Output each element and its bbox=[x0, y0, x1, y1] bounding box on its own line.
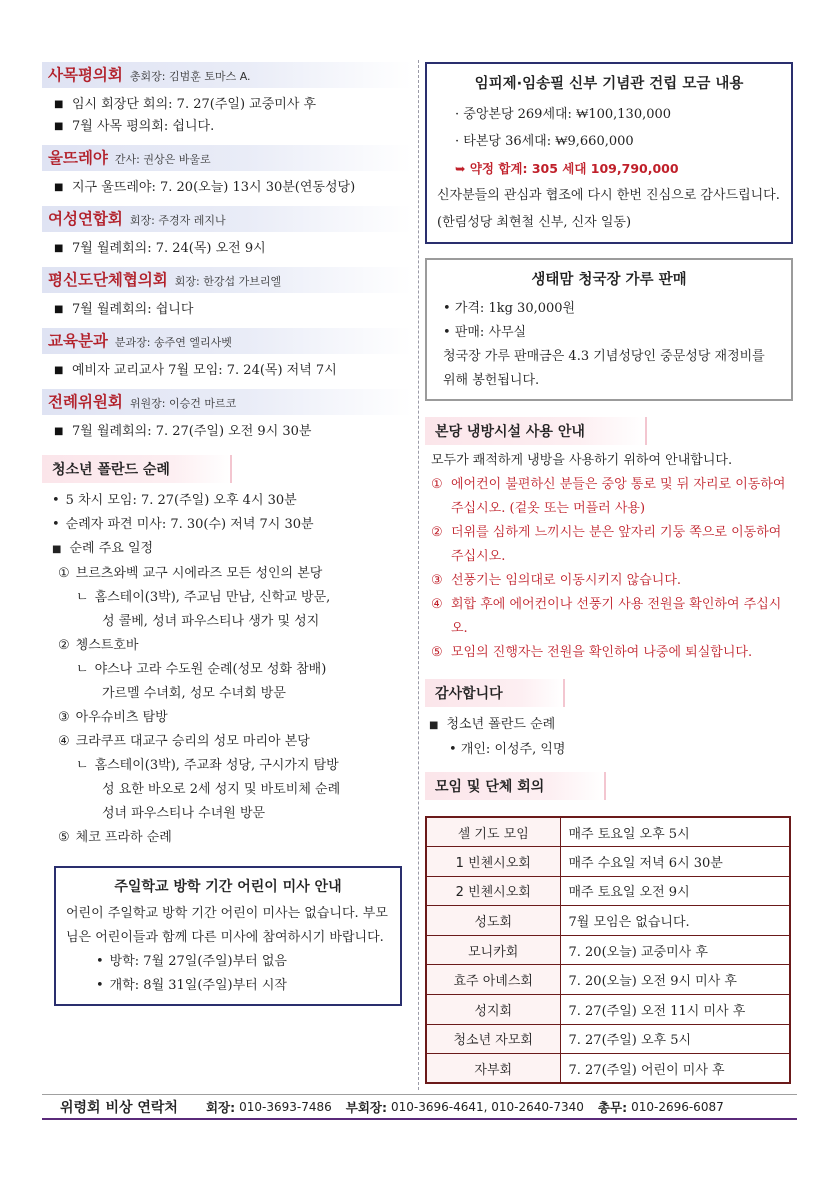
table-row bbox=[426, 995, 790, 1025]
ac-guidelines bbox=[425, 473, 793, 665]
meeting-time: 7. 20(오늘) 오전 9시 미사 후 bbox=[560, 965, 790, 995]
list-item: • 5 차시 모임: 7. 27(주일) 오후 4시 30분 bbox=[52, 489, 412, 513]
list-item: ■ 7월 월례회의: 7. 27(주일) 오전 9시 30분 bbox=[54, 421, 412, 443]
table-row bbox=[426, 965, 790, 995]
meeting-time: 7월 모임은 없습니다. bbox=[560, 906, 790, 936]
right-column bbox=[425, 62, 793, 1084]
section-liturgy bbox=[42, 389, 412, 443]
section-subtitle: 총회장: 김범훈 토마스 A. bbox=[129, 70, 251, 83]
section-header bbox=[42, 206, 412, 232]
section-womens-association bbox=[42, 206, 412, 260]
item-number: ③ bbox=[431, 573, 443, 588]
box-title: 임피제·임송필 신부 기념관 건립 모금 내용 bbox=[474, 76, 744, 92]
section-header bbox=[42, 455, 232, 483]
section-title: 청소년 폴란드 순례 bbox=[52, 462, 170, 478]
item-text: 모임의 진행자는 전원을 확인하여 나중에 퇴실합니다. bbox=[451, 645, 753, 660]
step-number: ④ bbox=[58, 734, 70, 749]
footer-label: 회장: bbox=[205, 1099, 236, 1115]
footer-title: 위령회 비상 연락처 bbox=[60, 1099, 178, 1116]
meeting-name: 1 빈첸시오회 bbox=[426, 847, 560, 877]
sale-line: • 판매: 사무실 bbox=[437, 321, 781, 345]
item-number: ⑤ bbox=[431, 645, 443, 660]
section-pilgrimage bbox=[42, 455, 412, 850]
section-header bbox=[42, 145, 412, 171]
vice-president-phone: 010-3696-4641, 010-2640-7340 bbox=[391, 1099, 584, 1114]
meeting-name: 자부회 bbox=[426, 1054, 560, 1084]
step-detail-text: 홈스테이(3박), 주교님 만남, 신학교 방문, bbox=[94, 590, 331, 605]
section-education bbox=[42, 328, 412, 382]
list-item bbox=[431, 473, 793, 521]
list-item: ■ 지구 울뜨레야: 7. 20(오늘) 13시 30분(연동성당) bbox=[54, 177, 412, 199]
meeting-time: 7. 27(주일) 오전 11시 미사 후 bbox=[560, 995, 790, 1025]
section-subtitle: 회장: 한강섭 가브리엘 bbox=[174, 275, 282, 288]
footer-label: 총무: bbox=[597, 1099, 628, 1115]
section-items bbox=[42, 171, 412, 199]
section-items bbox=[42, 354, 412, 382]
section-pastoral-council bbox=[42, 62, 412, 138]
item-number: ② bbox=[431, 525, 443, 540]
table-row bbox=[426, 906, 790, 936]
list-item: ■ 7월 월례회의: 7. 24(목) 오전 9시 bbox=[54, 238, 412, 260]
table-row bbox=[426, 935, 790, 965]
footer-label: 부회장: bbox=[345, 1099, 387, 1115]
section-subtitle: 분과장: 송주연 엘리사벳 bbox=[114, 336, 232, 349]
section-air-conditioning bbox=[425, 417, 793, 665]
step-detail-text: 성녀 파우스티나 수녀원 방문 bbox=[102, 806, 266, 821]
section-header bbox=[425, 679, 565, 707]
meeting-name: 청소년 자모회 bbox=[426, 1024, 560, 1054]
list-item: • 개학: 8월 31일(주일)부터 시작 bbox=[96, 974, 390, 998]
section-title: 여성연합회 bbox=[48, 210, 123, 228]
child-mass-notice-box bbox=[54, 866, 402, 1006]
list-item bbox=[431, 569, 793, 593]
section-title: 모임 및 단체 회의 bbox=[435, 779, 545, 795]
president-phone: 010-3693-7486 bbox=[239, 1099, 332, 1114]
schedule-step bbox=[52, 562, 412, 586]
section-title: 본당 냉방시설 사용 안내 bbox=[435, 424, 585, 440]
list-item: • 방학: 7월 27일(주일)부터 없음 bbox=[96, 950, 390, 974]
box-title: 주일학교 방학 기간 어린이 미사 안내 bbox=[114, 879, 342, 895]
section-title: 평신도단체협의회 bbox=[48, 271, 168, 289]
section-items bbox=[42, 415, 412, 443]
item-text: 더위를 심하게 느끼시는 분은 앞자리 기둥 쪽으로 이동하여 주십시오. bbox=[451, 525, 782, 564]
section-header bbox=[425, 772, 606, 800]
step-text: 쳉스트호바 bbox=[75, 638, 139, 653]
section-meetings bbox=[425, 772, 793, 1084]
meeting-time: 7. 27(주일) 오후 5시 bbox=[560, 1024, 790, 1054]
schedule-step bbox=[52, 826, 412, 850]
section-header bbox=[425, 417, 647, 445]
step-detail bbox=[52, 754, 412, 778]
hook-icon: ㄴ bbox=[76, 662, 89, 677]
item-text: 에어컨이 불편하신 분들은 중앙 통로 및 뒤 자리로 이동하여 주십시오. (겉옷 또는 머플러 사용) bbox=[451, 477, 786, 516]
table-row bbox=[426, 1054, 790, 1084]
list-item: ■ 청소년 폴란드 순례 bbox=[429, 713, 793, 738]
pilgrimage-body bbox=[42, 483, 412, 850]
box-title: 생태맘 청국장 가루 판매 bbox=[531, 272, 687, 288]
step-text: 브르츠와벡 교구 시에라즈 모든 성인의 본당 bbox=[75, 566, 323, 581]
step-number: ① bbox=[58, 566, 70, 581]
step-detail-text: 가르멜 수녀회, 성모 수녀회 방문 bbox=[102, 686, 286, 701]
fund-line: · 타본당 36세대: ₩9,660,000 bbox=[437, 128, 781, 155]
section-laity-council bbox=[42, 267, 412, 321]
list-item: ■ 순례 주요 일정 bbox=[52, 537, 412, 562]
box-list bbox=[66, 950, 390, 998]
section-title: 사목평의회 bbox=[48, 66, 123, 84]
table-row bbox=[426, 876, 790, 906]
step-detail bbox=[52, 658, 412, 682]
table-row bbox=[426, 847, 790, 877]
step-number: ③ bbox=[58, 710, 70, 725]
section-ultreya bbox=[42, 145, 412, 199]
section-subtitle: 위원장: 이승건 마르코 bbox=[129, 397, 237, 410]
section-title: 울뜨레야 bbox=[48, 149, 108, 167]
hook-icon: ㄴ bbox=[76, 758, 89, 773]
section-subtitle: 회장: 주경자 레지나 bbox=[129, 214, 226, 227]
section-header bbox=[42, 62, 412, 88]
cheonggukjang-sale-box bbox=[425, 258, 793, 401]
meeting-time: 매주 수요일 저녁 6시 30분 bbox=[560, 847, 790, 877]
item-number: ① bbox=[431, 477, 443, 492]
schedule-step bbox=[52, 706, 412, 730]
section-items bbox=[42, 293, 412, 321]
section-title: 감사합니다 bbox=[435, 686, 503, 702]
emergency-contact-footer bbox=[42, 1094, 797, 1120]
left-column bbox=[42, 62, 412, 1006]
list-item bbox=[431, 641, 793, 665]
table-row bbox=[426, 1024, 790, 1054]
list-item: ■ 임시 회장단 회의: 7. 27(주일) 교중미사 후 bbox=[54, 94, 412, 116]
list-item bbox=[431, 593, 793, 641]
list-item: • 순례자 파견 미사: 7. 30(수) 저녁 7시 30분 bbox=[52, 513, 412, 537]
step-number: ⑤ bbox=[58, 830, 70, 845]
sale-line: • 가격: 1kg 30,000원 bbox=[437, 297, 781, 321]
step-detail-text: 야스나 고라 수도원 순례(성모 성화 참배) bbox=[94, 662, 327, 677]
step-detail bbox=[52, 586, 412, 610]
section-intro: 모두가 쾌적하게 냉방을 사용하기 위하여 안내합니다. bbox=[431, 453, 733, 468]
meeting-name: 효주 아녜스회 bbox=[426, 965, 560, 995]
section-header bbox=[42, 267, 412, 293]
step-text: 크라쿠프 대교구 승리의 성모 마리아 본당 bbox=[75, 734, 310, 749]
step-detail-text: 홈스테이(3박), 주교좌 성당, 구시가지 탐방 bbox=[94, 758, 339, 773]
meeting-name: 2 빈첸시오회 bbox=[426, 876, 560, 906]
step-text: 체코 프라하 순례 bbox=[75, 830, 172, 845]
meetings-table bbox=[425, 816, 791, 1084]
section-items bbox=[42, 232, 412, 260]
item-text: 회합 후에 에어컨이나 선풍기 사용 전원을 확인하여 주십시오. bbox=[451, 597, 782, 636]
section-header bbox=[42, 328, 412, 354]
section-title: 전례위원회 bbox=[48, 393, 123, 411]
meeting-name: 모니카회 bbox=[426, 935, 560, 965]
schedule-step bbox=[52, 730, 412, 754]
step-detail-text: 성 콜베, 성녀 파우스티나 생가 및 성지 bbox=[102, 614, 320, 629]
table-row bbox=[426, 817, 790, 847]
step-text: 아우슈비츠 탐방 bbox=[75, 710, 168, 725]
schedule-step bbox=[52, 634, 412, 658]
section-thanks bbox=[425, 679, 793, 762]
item-text: 선풍기는 임의대로 이동시키지 않습니다. bbox=[451, 573, 682, 588]
section-header bbox=[42, 389, 412, 415]
box-body: 청국장 가루 판매금은 4.3 기념성당인 중문성당 재정비를 위해 봉헌됩니다. bbox=[443, 349, 765, 388]
step-number: ② bbox=[58, 638, 70, 653]
general-affairs-phone: 010-2696-6087 bbox=[631, 1099, 724, 1114]
section-subtitle: 간사: 권상은 바울로 bbox=[114, 153, 211, 166]
meeting-time: 매주 토요일 오후 5시 bbox=[560, 817, 790, 847]
column-divider bbox=[418, 60, 419, 1090]
fund-total: ➥ 약정 합계: 305 세대 109,790,000 bbox=[455, 161, 679, 176]
list-item bbox=[431, 521, 793, 569]
meeting-time: 7. 27(주일) 어린이 미사 후 bbox=[560, 1054, 790, 1084]
meeting-name: 성지회 bbox=[426, 995, 560, 1025]
thanks-body bbox=[425, 707, 793, 762]
list-item: ■ 7월 월례회의: 쉽니다 bbox=[54, 299, 412, 321]
box-body: 어린이 주일학교 방학 기간 어린이 미사는 없습니다. 부모님은 어린이들과 함께 다른 미사에 참여하시기 바랍니다. bbox=[66, 906, 388, 945]
list-item: • 개인: 이성주, 익명 bbox=[429, 738, 793, 762]
section-items bbox=[42, 88, 412, 138]
meeting-name: 셀 기도 모임 bbox=[426, 817, 560, 847]
step-detail-text: 성 요한 바오로 2세 성지 및 바토비체 순례 bbox=[102, 782, 341, 797]
meeting-name: 성도회 bbox=[426, 906, 560, 936]
item-number: ④ bbox=[431, 597, 443, 612]
list-item: ■ 7월 사목 평의회: 쉽니다. bbox=[54, 116, 412, 138]
meeting-time: 7. 20(오늘) 교중미사 후 bbox=[560, 935, 790, 965]
section-title: 교육분과 bbox=[48, 332, 108, 350]
memorial-fund-box bbox=[425, 62, 793, 244]
list-item: ■ 예비자 교리교사 7월 모임: 7. 24(목) 저녁 7시 bbox=[54, 360, 412, 382]
hook-icon: ㄴ bbox=[76, 590, 89, 605]
fund-line: · 중앙본당 269세대: ₩100,130,000 bbox=[437, 101, 781, 128]
box-body: 신자분들의 관심과 협조에 다시 한번 진심으로 감사드립니다. (한림성당 최현철 신부, 신자 일동) bbox=[437, 188, 780, 230]
meeting-time: 매주 토요일 오전 9시 bbox=[560, 876, 790, 906]
